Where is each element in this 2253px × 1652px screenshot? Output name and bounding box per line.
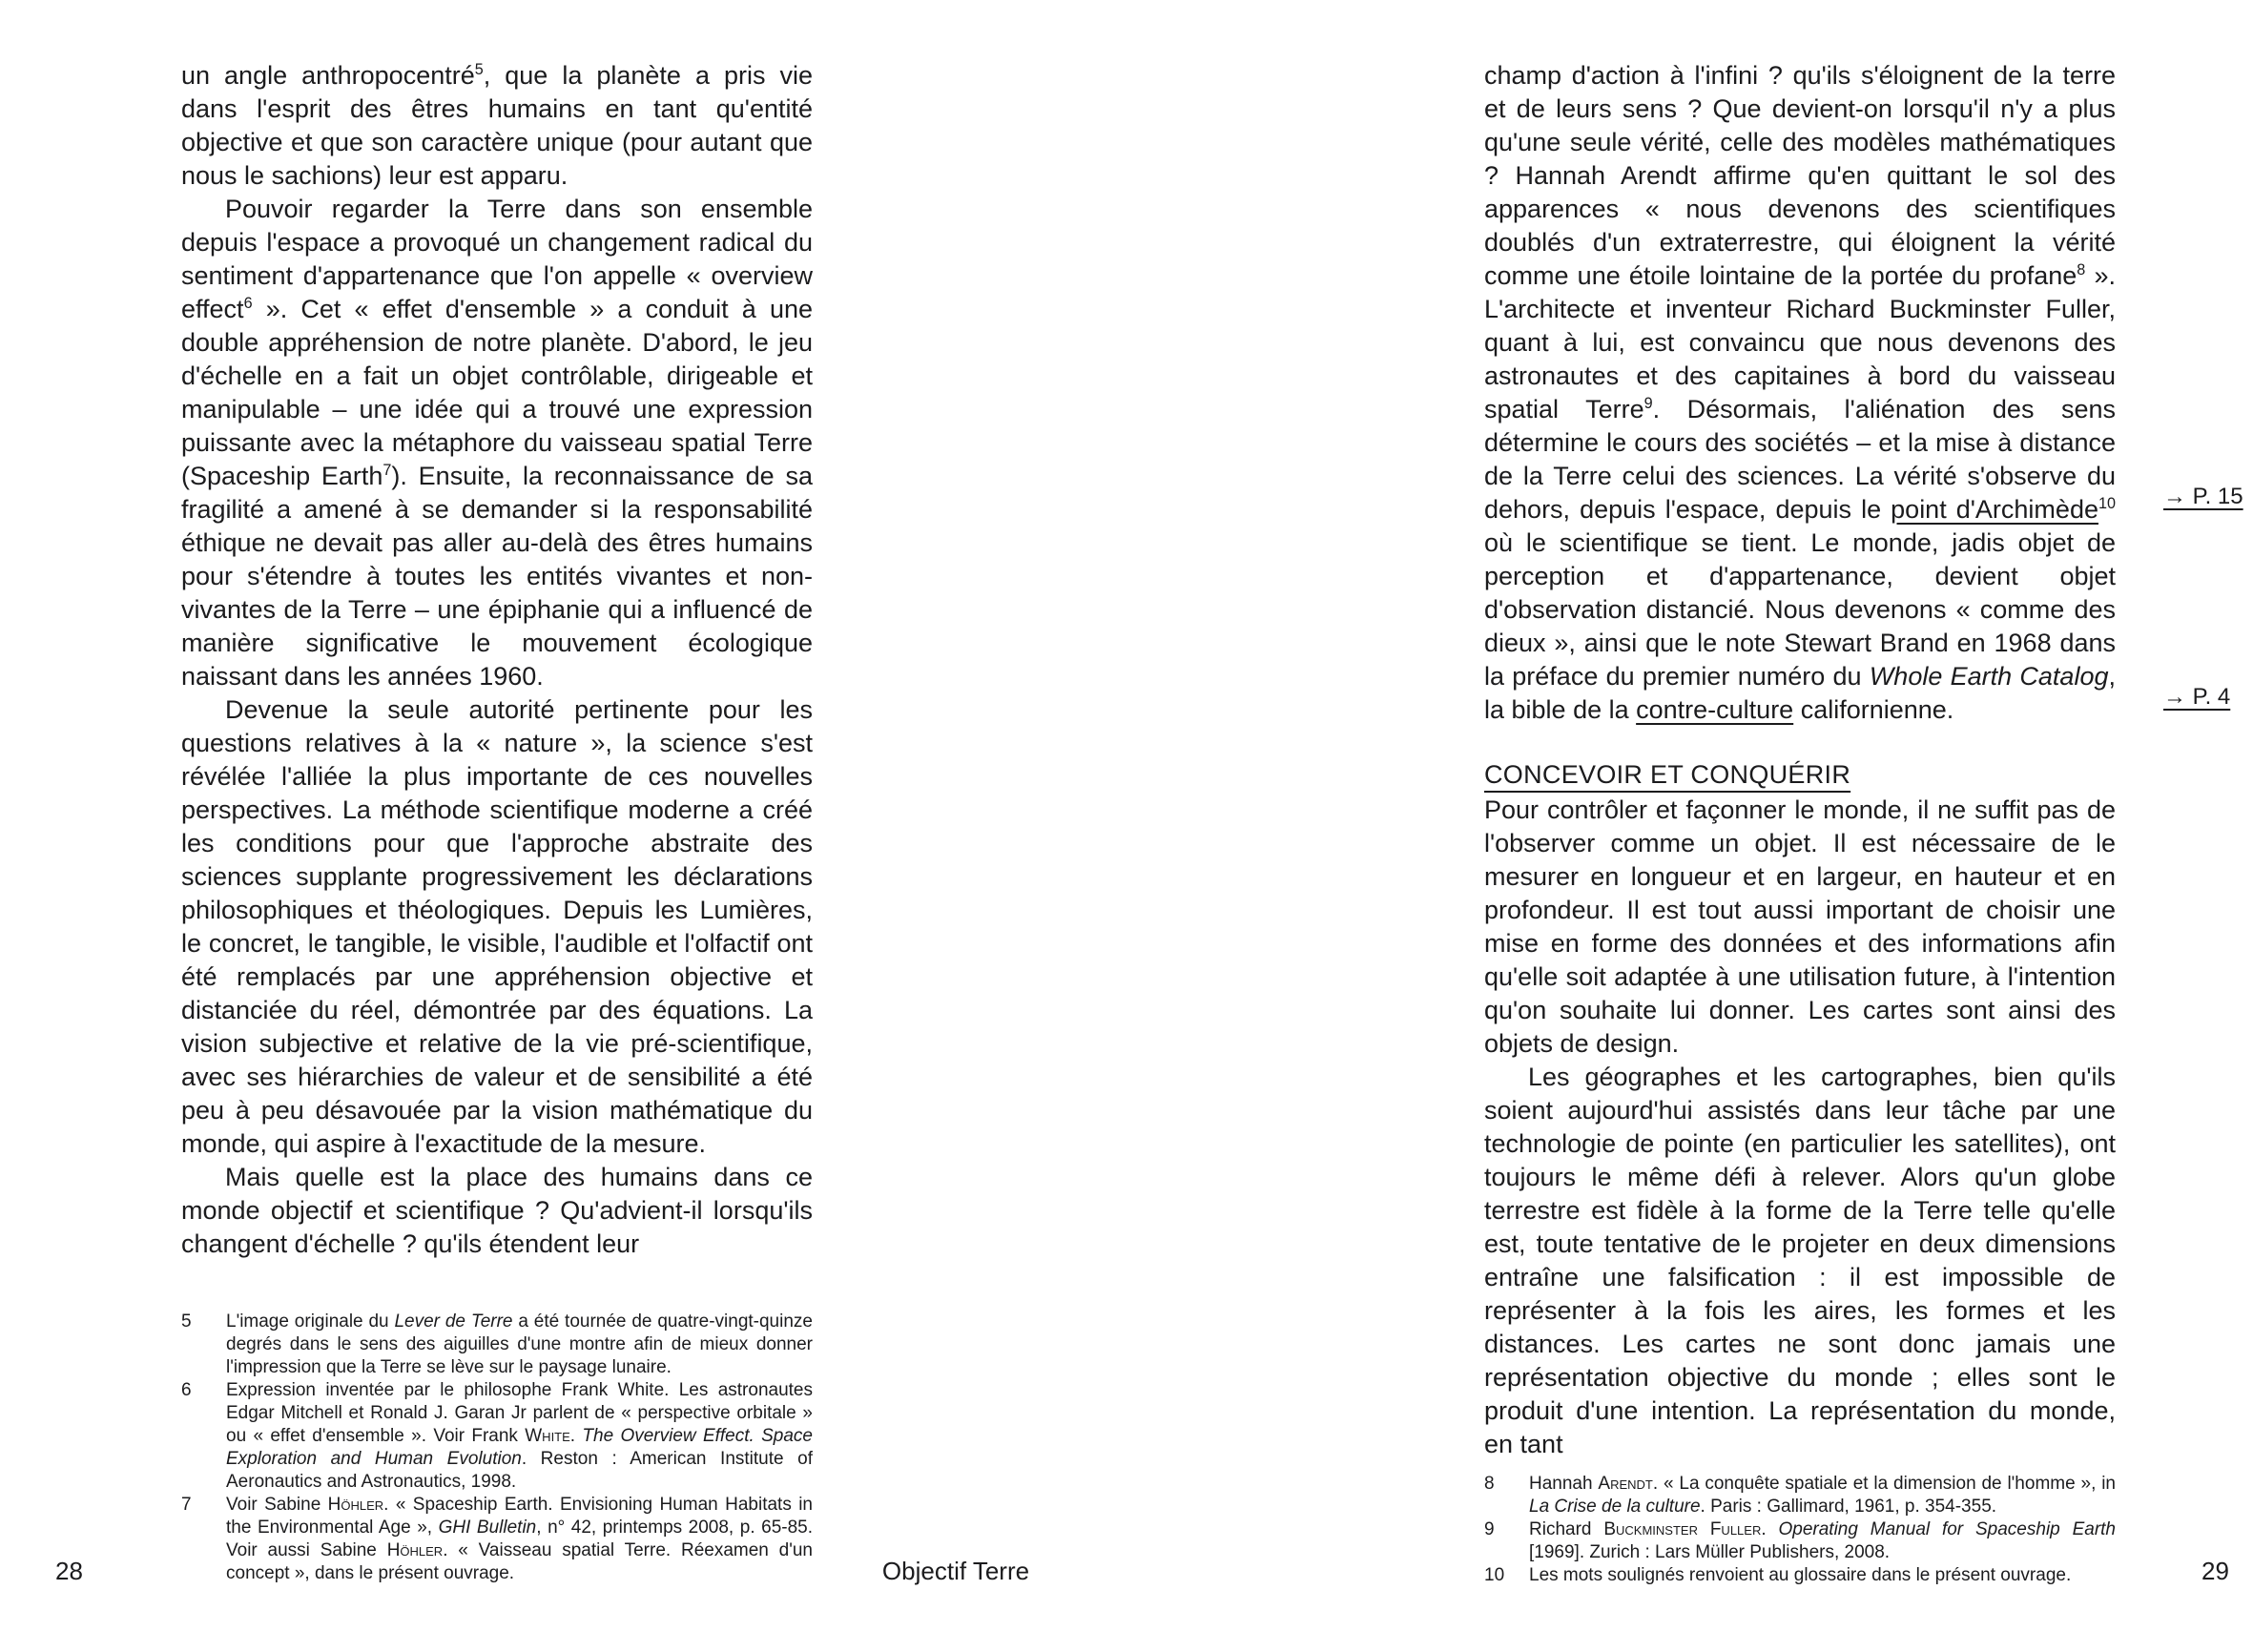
- footnote: [181, 1494, 813, 1585]
- footnote-number: 5: [181, 1311, 192, 1332]
- footnote: [1484, 1564, 2116, 1587]
- paragraph: Pouvoir regarder la Terre dans son ensemble depuis l'espace a provoqué un changement radical du sentiment d'appartenance que l'on appelle « overview effect$^6$ ». Cet « effet d'ensemble » a conduit à une double appréhension de notre planète. D'abord, le jeu d'échelle en a fait un objet contrôlable, dirigeable et manipulable – une idée qui a trouvé une expression puissante avec la métaphore du vaisseau spatial Terre (Spaceship Earth$^7$). Ensuite, la reconnaissance de sa fragilité a amené à se demander si la responsabilité éthique ne devait pas aller au-delà des êtres humains pour s'étendre à toutes les entités vivantes et non-vivantes de la Terre – une épiphanie qui a influencé de manière significative le mouvement écologique naissant dans les années 1960.: [181, 195, 813, 691]
- page-number-left: 28: [55, 1557, 83, 1585]
- paragraph: Pour contrôler et façonner le monde, il ne suffit pas de l'observer comme un objet. Il est nécessaire de le mesurer en longueur et en largeur, en hauteur et en profondeur. Il est tout aussi important de choisir une mise en forme des données et des informations afin qu'elle soit adaptée à une utilisation future, à l'intention qu'on souhaite lui donner. Les cartes sont ainsi des objets de design.: [1484, 795, 2116, 1058]
- footnote-text: Hannah Arendt. « La conquête spatiale et la dimension de l'homme », in La Crise de la culture. Paris : Gallimard, 1961, p. 354-355.: [1529, 1474, 2116, 1517]
- footnote-number: 6: [181, 1380, 192, 1400]
- margin-note-p4: → P. 4: [2163, 684, 2231, 710]
- left-page-column: [181, 59, 813, 1261]
- margin-note-p15: → P. 15: [2163, 484, 2243, 509]
- paragraph: Les géographes et les cartographes, bien qu'ils soient aujourd'hui assistés dans leur tâche par une technologie de pointe (en particulier les satellites), ont toujours le même défi à relever. Alors qu'un globe terrestre est fidèle à la forme de la Terre telle qu'elle est, toute tentative de le projeter en deux dimensions entraîne une falsification : il est impossible de représenter à la fois les aires, les formes et les distances. Les cartes ne sont donc jamais une représentation objective du monde ; elles sont le produit d'une intention. La représentation du monde, en tant: [1484, 1063, 2116, 1458]
- footnote-text: L'image originale du Lever de Terre a été tournée de quatre-vingt-quinze degrés dans le sens des aiguilles d'une montre afin de mieux donner l'impression que la Terre se lève sur le paysage lunaire.: [226, 1311, 813, 1377]
- footnote-number: 10: [1484, 1565, 1505, 1585]
- paragraph: un angle anthropocentré$^5$, que la planète a pris vie dans l'esprit des êtres humains en tant qu'entité objective et que son caractère unique (pour autant que nous le sachions) leur est apparu.: [181, 61, 813, 190]
- paragraph: Devenue la seule autorité pertinente pour les questions relatives à la « nature », la science s'est révélée l'alliée la plus importante de ces nouvelles perspectives. La méthode scientifique moderne a créé les conditions pour que l'approche abstraite des sciences supplante progressivement les déclarations philosophiques et théologiques. Depuis les Lumières, le concret, le tangible, le visible, l'audible et l'olfactif ont été remplacés par une appréhension objective et distanciée du réel, démontrée par des équations. La vision subjective et relative de la vie pré-scientifique, avec ses hiérarchies de valeur et de sensibilité a été peu à peu désavouée par la vision mathématique du monde, qui aspire à l'exactitude de la mesure.: [181, 695, 813, 1158]
- running-footer: Objectif Terre: [881, 1557, 1030, 1585]
- footnote: [1484, 1473, 2116, 1518]
- footnote-text: Expression inventée par le philosophe Frank White. Les astronautes Edgar Mitchell et Ronald J. Garan Jr parlent de « perspective orbitale » ou « effet d'ensemble ». Voir Frank White. The Overview Effect. Space Exploration and Human Evolution. Reston : American Institute of Aeronautics and Astronautics, 1998.: [226, 1380, 813, 1492]
- footnote-text: Richard Buckminster Fuller. Operating Manual for Spaceship Earth [1969]. Zurich : Lars Müller Publishers, 2008.: [1529, 1519, 2117, 1562]
- footnote-number: 9: [1484, 1519, 1495, 1539]
- footnote-number: 7: [181, 1495, 192, 1515]
- page-number-right: 29: [2201, 1557, 2229, 1585]
- footnote: [1484, 1518, 2116, 1564]
- footnote-text: Voir Sabine Höhler. « Spaceship Earth. Envisioning Human Habitats in the Environmental Age », GHI Bulletin, n° 42, printemps 2008, p. 65-85. Voir aussi Sabine Höhler. « Vaisseau spatial Terre. Réexamen d'un concept », dans le présent ouvrage.: [226, 1495, 814, 1583]
- paragraph: champ d'action à l'infini ? qu'ils s'éloignent de la terre et de leurs sens ? Que devient-on lorsqu'il n'y a plus qu'une seule vérité, celle des modèles mathématiques ? Hannah Arendt affirme qu'en quittant le sol des apparences « nous devenons des scientifiques doublés d'un extraterrestre, qui éloignent la vérité comme une étoile lointaine de la portée du profane$^8$ ». L'architecte et inventeur Richard Buckminster Fuller, quant à lui, est convaincu que nous devenons des astronautes et des capitaines à bord du vaisseau spatial Terre$^9$. Désormais, l'aliénation des sens détermine le cours des sociétés – et la mise à distance de la Terre celui des sciences. La vérité s'observe du dehors, depuis l'espace, depuis le point d'Archimède$^{10}$ où le scientifique se tient. Le monde, jadis objet de perception et d'appartenance, devient objet d'observation distancié. Nous devenons « comme des dieux », ainsi que le note Stewart Brand en 1968 dans la préface du premier numéro du Whole Earth Catalog, la bible de la contre-culture californienne.: [1484, 61, 2116, 724]
- footnote: [181, 1311, 813, 1379]
- right-page-footnotes: [1484, 1473, 2116, 1587]
- left-page-footnotes: [181, 1311, 813, 1585]
- paragraph: Mais quelle est la place des humains dans ce monde objectif et scientifique ? Qu'advient-il lorsqu'ils changent d'échelle ? qu'ils étendent leur: [181, 1163, 813, 1258]
- footnote-number: 8: [1484, 1474, 1495, 1494]
- footnote-text: Les mots soulignés renvoient au glossaire dans le présent ouvrage.: [1529, 1565, 2072, 1585]
- footnote: [181, 1379, 813, 1494]
- section-heading: CONCEVOIR ET CONQUÉRIR: [1484, 760, 1851, 789]
- right-page-column: [1484, 59, 2116, 1461]
